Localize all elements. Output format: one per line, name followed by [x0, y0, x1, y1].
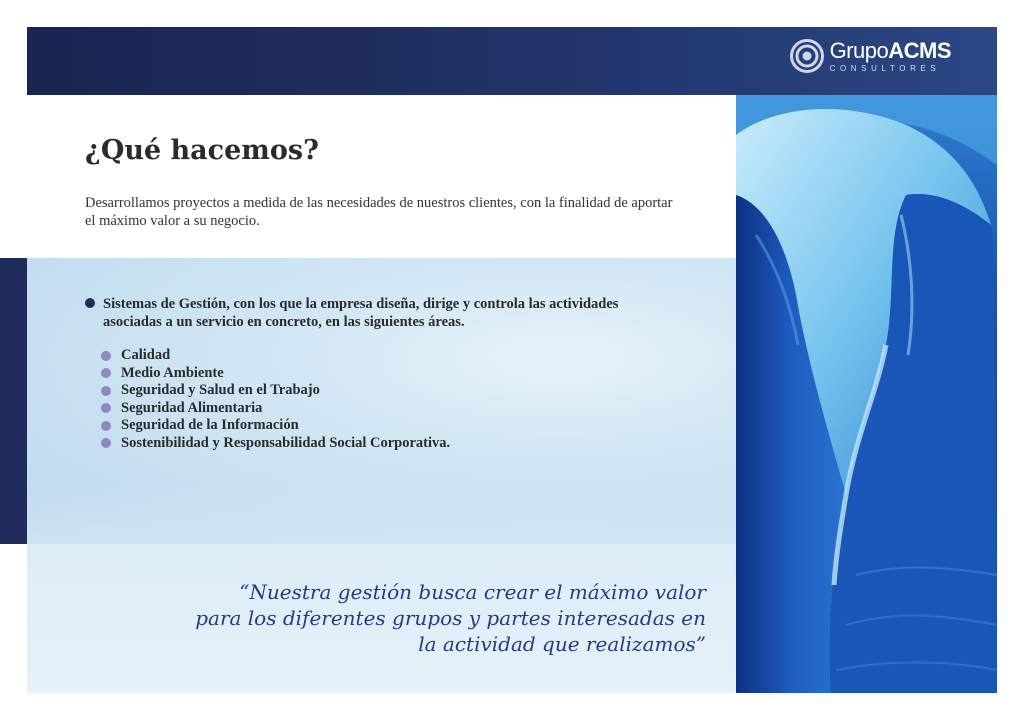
area-label: Calidad: [121, 347, 171, 364]
header-band: [27, 27, 997, 95]
lavender-bullet-icon: [101, 351, 111, 361]
list-item: [101, 347, 450, 365]
area-label: Medio Ambiente: [121, 364, 224, 381]
lavender-bullet-icon: [101, 368, 111, 378]
main-point: [85, 295, 675, 331]
ocean-wave-photo-icon: [736, 95, 997, 693]
closing-quote: [186, 579, 706, 657]
list-item: [101, 400, 450, 418]
area-label: Seguridad Alimentaria: [121, 399, 263, 416]
list-item: [101, 365, 450, 383]
logo-word-bold: ACMS: [888, 37, 951, 63]
main-point-text: Sistemas de Gestión, con los que la empresa diseña, dirige y controla las actividades asociadas a un servicio en concreto, en las siguientes áreas.: [103, 296, 619, 330]
lavender-bullet-icon: [101, 421, 111, 431]
areas-list: [101, 347, 450, 452]
navy-bullet-icon: [85, 298, 95, 308]
quote-line-1: “Nuestra gestión busca crear el máximo valor: [239, 580, 706, 604]
intro-paragraph: Desarrollamos proyectos a medida de las necesidades de nuestros clientes, con la finalidad de aportar el máximo valor a su negocio.: [85, 195, 673, 229]
page-title: ¿Qué hacemos?: [85, 135, 319, 166]
area-label: Seguridad de la Información: [121, 417, 299, 434]
list-item: [101, 417, 450, 435]
list-item: [101, 382, 450, 400]
area-label: Sostenibilidad y Responsabilidad Social Corporativa.: [121, 434, 451, 451]
lavender-bullet-icon: [101, 438, 111, 448]
company-logo: [790, 39, 951, 73]
left-navy-strip: [0, 258, 27, 544]
logo-wordmark: [829, 37, 951, 63]
logo-subtitle: CONSULTORES: [829, 63, 941, 73]
logo-text: [829, 37, 951, 73]
quote-line-3: la actividad que realizamos”: [418, 632, 706, 656]
quote-line-2: para los diferentes grupos y partes interesadas en: [195, 606, 706, 630]
concentric-circles-logo-icon: [790, 39, 824, 73]
brochure-page: [27, 27, 997, 693]
area-label: Seguridad y Salud en el Trabajo: [121, 382, 320, 399]
lavender-bullet-icon: [101, 386, 111, 396]
list-item: [101, 435, 450, 453]
logo-word-regular: Grupo: [829, 37, 889, 63]
lavender-bullet-icon: [101, 403, 111, 413]
